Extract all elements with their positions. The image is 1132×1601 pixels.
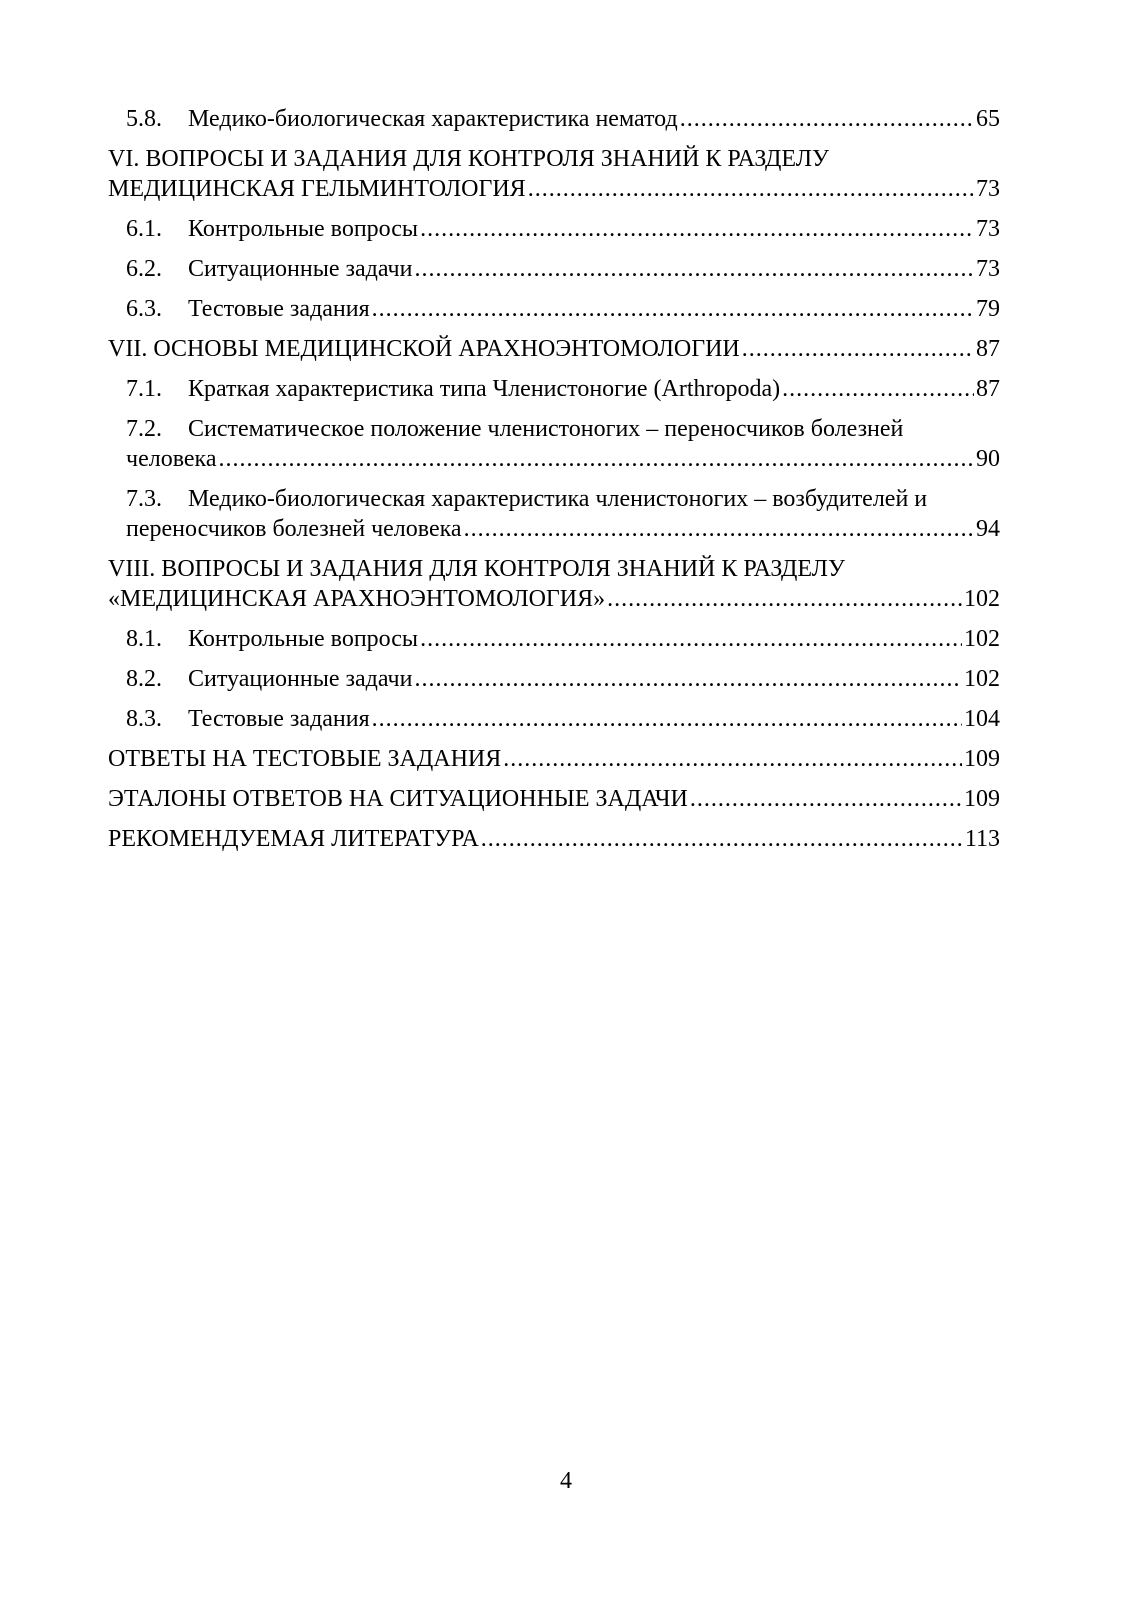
toc-entry-page: 73 [976, 176, 1000, 202]
leader-dots [607, 584, 962, 614]
toc-entry-title-line2: человека [126, 446, 217, 472]
toc-entry-page: 94 [976, 516, 1000, 542]
leader-dots [690, 784, 962, 814]
toc-entry-title-line1: VIII. ВОПРОСЫ И ЗАДАНИЯ ДЛЯ КОНТРОЛЯ ЗНАНИЙ К РАЗДЕЛУ [108, 556, 845, 582]
toc-entry-title: VII. ОСНОВЫ МЕДИЦИНСКОЙ АРАХНОЭНТОМОЛОГИИ [108, 336, 740, 362]
toc-section-answers[interactable] [108, 744, 1000, 774]
leader-dots [680, 104, 974, 134]
toc-entry-7-2[interactable] [126, 414, 1000, 474]
leader-dots [464, 514, 974, 544]
toc-entry-title-line2: «МЕДИЦИНСКАЯ АРАХНОЭНТОМОЛОГИЯ» [108, 586, 606, 612]
toc-entry-title-line2: переносчиков болезней человека [126, 516, 462, 542]
toc-entry-page: 102 [964, 626, 1000, 652]
toc-section-vii[interactable] [108, 334, 1000, 364]
toc-entry-number: 7.1. [126, 376, 162, 402]
toc-entry-title-line2: МЕДИЦИНСКАЯ ГЕЛЬМИНТОЛОГИЯ [108, 176, 526, 202]
toc-entry-page: 65 [976, 106, 1000, 132]
toc-entry-title: Ситуационные задачи [188, 666, 413, 692]
toc-entry-title: Тестовые задания [188, 706, 370, 732]
toc-entry-page: 102 [964, 586, 1000, 612]
toc-entry-number: 8.1. [126, 626, 162, 652]
toc-entry-number: 7.3. [126, 486, 162, 512]
toc-section-reference-answers[interactable] [108, 784, 1000, 814]
toc-entry-6-1[interactable] [126, 214, 1000, 244]
toc-entry-title: Тестовые задания [188, 296, 370, 322]
toc-entry-6-3[interactable] [126, 294, 1000, 324]
toc-entry-number: 8.3. [126, 706, 162, 732]
leader-dots [420, 624, 962, 654]
toc-entry-number: 6.2. [126, 256, 162, 282]
toc-entry-title: Ситуационные задачи [188, 256, 413, 282]
toc-entry-title: ЭТАЛОНЫ ОТВЕТОВ НА СИТУАЦИОННЫЕ ЗАДАЧИ [108, 786, 688, 812]
toc-entry-page: 73 [976, 256, 1000, 282]
toc-entry-title: Контрольные вопросы [188, 626, 419, 652]
page-number: 4 [560, 1468, 572, 1494]
toc-entry-number: 7.2. [126, 416, 162, 442]
toc-entry-8-2[interactable] [126, 664, 1000, 694]
toc-entry-page: 90 [976, 446, 1000, 472]
toc-entry-title-line1: Систематическое положение членистоногих – переносчиков болезней [188, 416, 904, 442]
toc-entry-title: Контрольные вопросы [188, 216, 419, 242]
toc-entry-title: ОТВЕТЫ НА ТЕСТОВЫЕ ЗАДАНИЯ [108, 746, 502, 772]
toc-entry-page: 102 [964, 666, 1000, 692]
table-of-contents [108, 104, 1000, 864]
toc-entry-page: 87 [976, 376, 1000, 402]
leader-dots [481, 824, 963, 854]
toc-entry-number: 5.8. [126, 106, 162, 132]
toc-entry-7-1[interactable] [126, 374, 1000, 404]
toc-entry-8-3[interactable] [126, 704, 1000, 734]
leader-dots [742, 334, 974, 364]
toc-entry-number: 6.3. [126, 296, 162, 322]
toc-section-literature[interactable] [108, 824, 1000, 854]
leader-dots [372, 294, 974, 324]
leader-dots [372, 704, 962, 734]
leader-dots [414, 664, 962, 694]
toc-entry-title-line1: VI. ВОПРОСЫ И ЗАДАНИЯ ДЛЯ КОНТРОЛЯ ЗНАНИЙ К РАЗДЕЛУ [108, 146, 829, 172]
toc-entry-page: 104 [964, 706, 1000, 732]
leader-dots [503, 744, 962, 774]
toc-entry-title: Краткая характеристика типа Членистоногие (Arthropoda) [188, 376, 781, 402]
toc-entry-number: 6.1. [126, 216, 162, 242]
toc-entry-5-8[interactable] [126, 104, 1000, 134]
leader-dots [414, 254, 974, 284]
toc-entry-page: 109 [964, 786, 1000, 812]
toc-section-viii[interactable] [108, 554, 1000, 614]
toc-entry-page: 109 [964, 746, 1000, 772]
toc-section-vi[interactable] [108, 144, 1000, 204]
leader-dots [782, 374, 974, 404]
toc-entry-7-3[interactable] [126, 484, 1000, 544]
toc-entry-page: 73 [976, 216, 1000, 242]
toc-entry-number: 8.2. [126, 666, 162, 692]
leader-dots [219, 444, 975, 474]
toc-entry-title: РЕКОМЕНДУЕМАЯ ЛИТЕРАТУРА [108, 826, 479, 852]
leader-dots [528, 174, 974, 204]
toc-entry-6-2[interactable] [126, 254, 1000, 284]
toc-entry-title-line1: Медико-биологическая характеристика членистоногих – возбудителей и [188, 486, 928, 512]
toc-entry-title: Медико-биологическая характеристика нематод [188, 106, 678, 132]
toc-entry-8-1[interactable] [126, 624, 1000, 654]
leader-dots [420, 214, 974, 244]
toc-entry-page: 79 [976, 296, 1000, 322]
toc-entry-page: 87 [976, 336, 1000, 362]
toc-entry-page: 113 [964, 826, 1000, 852]
